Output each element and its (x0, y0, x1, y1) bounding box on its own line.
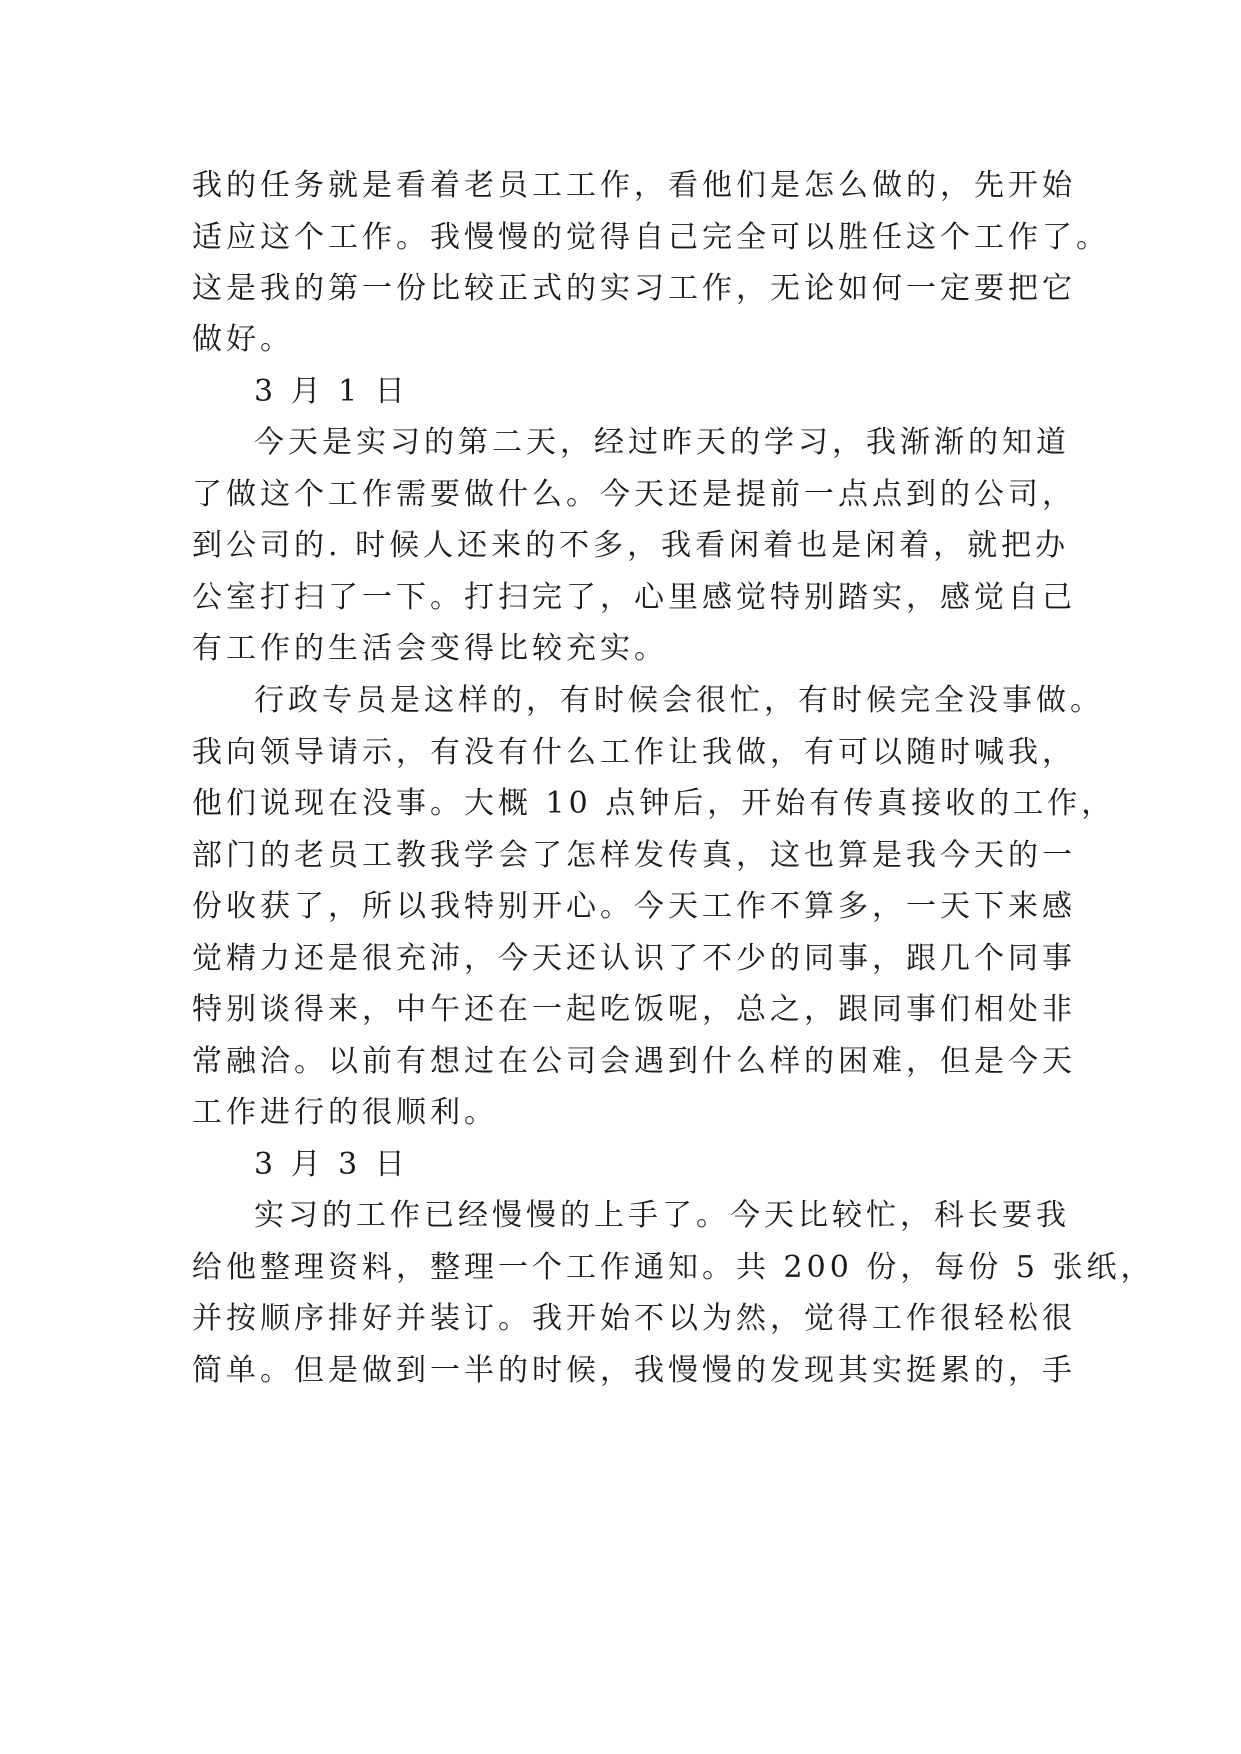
text-line: 给他整理资料，整理一个工作通知。共 200 份，每份 5 张纸， (192, 1250, 1155, 1285)
text-line: 他们说现在没事。大概 10 点钟后，开始有传真接收的工作， (192, 786, 1116, 821)
text-line: 了做这个工作需要做什么。今天还是提前一点点到的公司， (192, 477, 1076, 512)
text-line: 今天是实习的第二天，经过昨天的学习，我渐渐的知道 (254, 425, 1070, 460)
text-line: 实习的工作已经慢慢的上手了。今天比较忙，科长要我 (254, 1198, 1070, 1233)
text-line: 公室打扫了一下。打扫完了，心里感觉特别踏实，感觉自己 (192, 580, 1076, 615)
text-line: 我向领导请示，有没有什么工作让我做，有可以随时喊我， (192, 735, 1076, 770)
text-line: 份收获了，所以我特别开心。今天工作不算多，一天下来感 (192, 889, 1076, 924)
date-heading: 3 月 3 日 (254, 1147, 409, 1182)
text-line: 工作进行的很顺利。 (192, 1095, 498, 1130)
text-line: 做好。 (192, 322, 294, 357)
text-line: 常融洽。以前有想过在公司会遇到什么样的困难，但是今天 (192, 1044, 1076, 1079)
text-line: 简单。但是做到一半的时候，我慢慢的发现其实挺累的，手 (192, 1353, 1076, 1388)
text-line: 特别谈得来，中午还在一起吃饭呢，总之，跟同事们相处非 (192, 992, 1076, 1027)
date-heading: 3 月 1 日 (254, 374, 409, 409)
text-line: 到公司的. 时候人还来的不多，我看闲着也是闲着，就把办 (192, 528, 1070, 563)
text-line: 并按顺序排好并装订。我开始不以为然，觉得工作很轻松很 (192, 1301, 1076, 1336)
text-line: 这是我的第一份比较正式的实习工作，无论如何一定要把它 (192, 271, 1076, 306)
text-line: 部门的老员工教我学会了怎样发传真，这也算是我今天的一 (192, 838, 1076, 873)
text-line: 适应这个工作。我慢慢的觉得自己完全可以胜任这个工作了。 (192, 220, 1110, 255)
text-line: 有工作的生活会变得比较充实。 (192, 631, 668, 666)
text-line: 觉精力还是很充沛，今天还认识了不少的同事，跟几个同事 (192, 941, 1076, 976)
text-line: 我的任务就是看着老员工工作，看他们是怎么做的，先开始 (192, 168, 1076, 203)
text-line: 行政专员是这样的，有时候会很忙，有时候完全没事做。 (254, 683, 1104, 718)
